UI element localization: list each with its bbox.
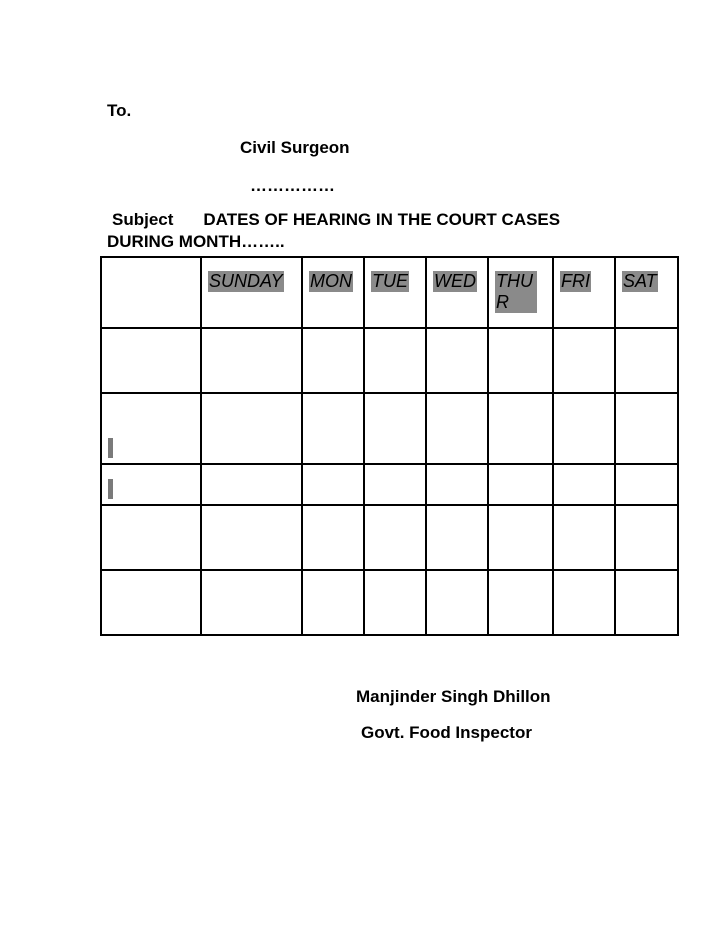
table-cell — [615, 570, 678, 635]
day-label: FRI — [561, 271, 590, 291]
day-label: MON — [310, 271, 352, 291]
table-cell — [101, 328, 201, 393]
table-row — [101, 393, 678, 464]
table-cell — [302, 570, 364, 635]
table-cell — [364, 570, 426, 635]
header-day-wednesday — [426, 257, 488, 328]
hearing-schedule-table — [100, 256, 679, 636]
table-cell — [201, 464, 302, 505]
table-row — [101, 328, 678, 393]
table-cell — [302, 328, 364, 393]
subject-line — [112, 210, 560, 230]
table-cell — [488, 505, 553, 570]
header-day-tuesday — [364, 257, 426, 328]
table-cell — [488, 570, 553, 635]
signer-title: Govt. Food Inspector — [361, 723, 532, 742]
table-cell — [302, 505, 364, 570]
margin-marker — [108, 479, 113, 499]
table-cell — [426, 570, 488, 635]
table-cell — [201, 505, 302, 570]
table-cell — [488, 464, 553, 505]
table-cell — [615, 505, 678, 570]
table-row — [101, 464, 678, 505]
subject-text: DATES OF HEARING IN THE COURT CASES — [203, 210, 561, 229]
table-cell — [201, 570, 302, 635]
table-cell — [101, 505, 201, 570]
header-day-thursday — [488, 257, 553, 328]
header-empty-cell — [101, 257, 201, 328]
table-cell — [364, 328, 426, 393]
table-cell — [553, 393, 615, 464]
day-label: THUR — [495, 271, 537, 313]
table-cell — [426, 505, 488, 570]
salutation: To. — [107, 101, 132, 120]
table-cell — [201, 328, 302, 393]
table-cell — [553, 464, 615, 505]
header-day-monday — [302, 257, 364, 328]
table-cell — [302, 393, 364, 464]
table-cell — [426, 328, 488, 393]
table-cell — [364, 464, 426, 505]
day-label: WED — [434, 271, 476, 291]
table-cell — [615, 328, 678, 393]
table-row — [101, 570, 678, 635]
signer-name: Manjinder Singh Dhillon — [356, 687, 551, 706]
table-cell — [553, 328, 615, 393]
subject-continuation: DURING MONTH…….. — [107, 232, 285, 251]
subject-label: Subject — [112, 210, 174, 229]
table-cell — [101, 393, 201, 464]
header-day-sunday — [201, 257, 302, 328]
table-cell — [364, 505, 426, 570]
table-cell — [488, 393, 553, 464]
table-cell — [101, 570, 201, 635]
table-cell — [364, 393, 426, 464]
table-row — [101, 505, 678, 570]
day-label: SAT — [623, 271, 657, 291]
addressee: Civil Surgeon — [240, 138, 350, 157]
table-cell — [488, 328, 553, 393]
table-header-row — [101, 257, 678, 328]
day-label: SUNDAY — [209, 271, 283, 291]
table-cell — [615, 464, 678, 505]
table-cell — [553, 570, 615, 635]
header-day-saturday — [615, 257, 678, 328]
table-cell — [302, 464, 364, 505]
table-cell — [553, 505, 615, 570]
address-placeholder: …………… — [250, 176, 335, 195]
margin-marker — [108, 438, 113, 458]
table-cell — [426, 393, 488, 464]
table-cell — [201, 393, 302, 464]
table-cell — [426, 464, 488, 505]
table-cell — [101, 464, 201, 505]
table-cell — [615, 393, 678, 464]
header-day-friday — [553, 257, 615, 328]
day-label: TUE — [372, 271, 408, 291]
